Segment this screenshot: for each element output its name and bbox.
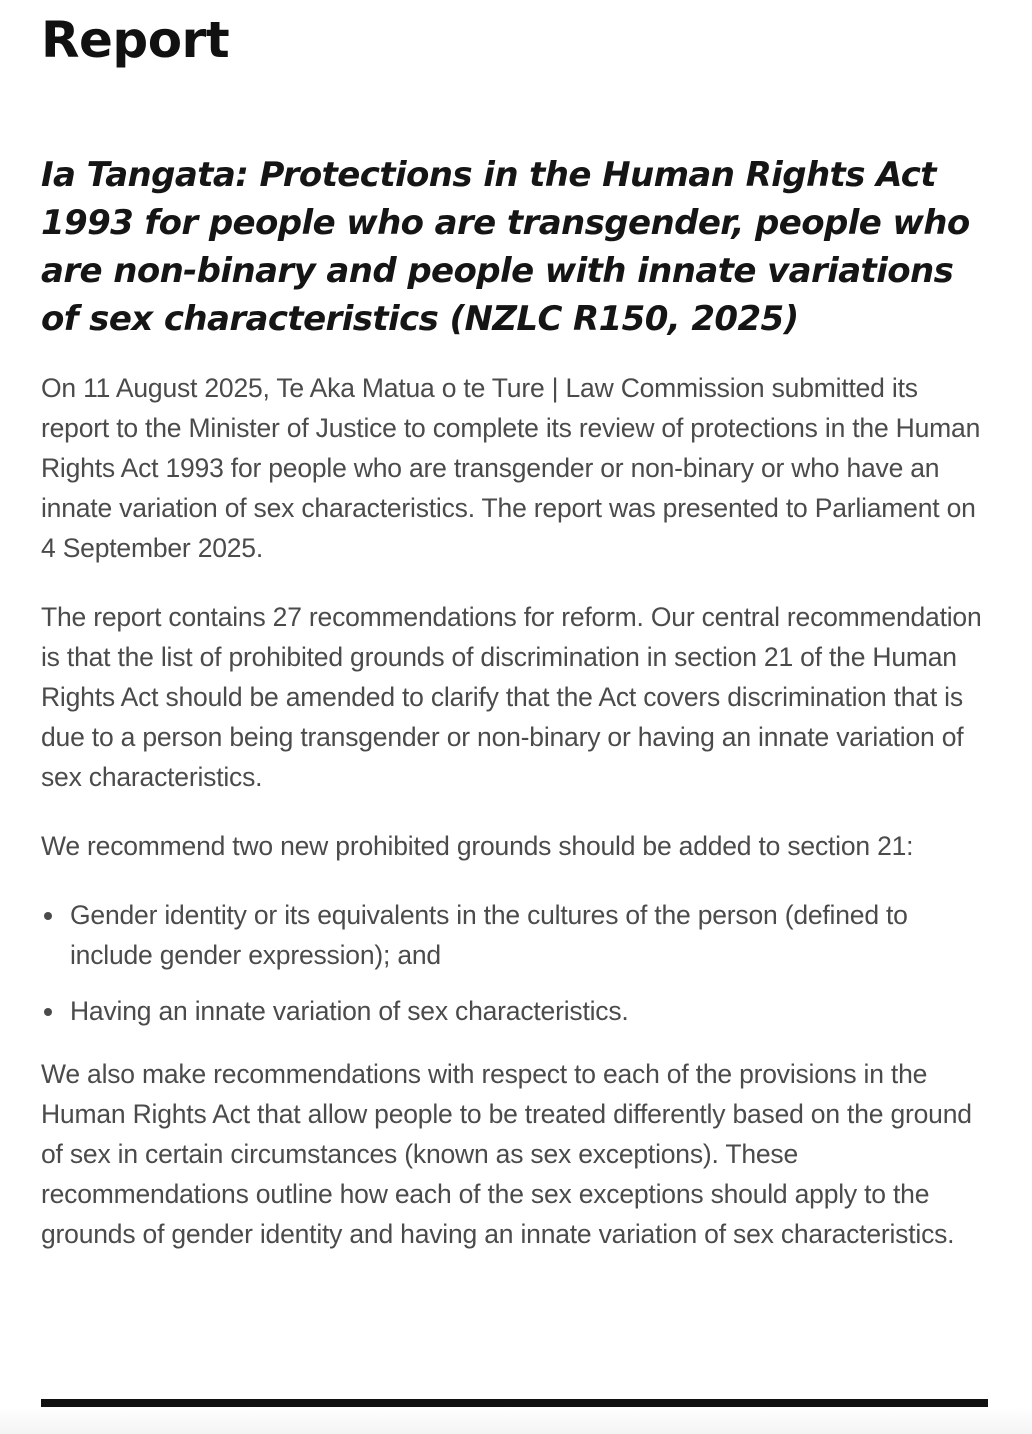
list-item	[41, 895, 989, 975]
page-bottom-shade	[0, 1407, 1032, 1434]
list-item-text: Having an innate variation of sex characteristics.	[70, 996, 629, 1026]
bullet-icon	[44, 1008, 52, 1016]
bullet-icon	[44, 912, 52, 920]
report-page	[41, 0, 989, 1254]
prohibited-grounds-list	[41, 895, 989, 1031]
intro-paragraph: On 11 August 2025, Te Aka Matua o te Ture | Law Commission submitted its report to the Minister of Justice to complete its review of protections in the Human Rights Act 1993 for people who are transgender or non-binary or who have an innate variation of sex characteristics. The report was presented to Parliament on 4 September 2025.	[41, 373, 981, 563]
page-title: Report	[41, 11, 230, 69]
sex-exceptions-paragraph: We also make recommendations with respect to each of the provisions in the Human Rights Act that allow people to be treated differently based on the ground of sex in certain circumstances (known as sex exceptions). These recommendations outline how each of the sex exceptions should apply to the grounds of gender identity and having an innate variation of sex characteristics.	[41, 1059, 972, 1249]
recommendations-paragraph: The report contains 27 recommendations for reform. Our central recommendation is that the list of prohibited grounds of discrimination in section 21 of the Human Rights Act should be amended to clarify that the Act covers discrimination that is due to a person being transgender or non-binary or having an innate variation of sex characteristics.	[41, 602, 982, 792]
section-divider	[41, 1399, 988, 1407]
report-heading: Ia Tangata: Protections in the Human Rights Act 1993 for people who are transgender, people who are non-binary and people with innate variations of sex characteristics (NZLC R150, 2025)	[41, 155, 970, 339]
list-item-text: Gender identity or its equivalents in the cultures of the person (defined to include gender expression); and	[70, 900, 908, 970]
list-item	[41, 991, 989, 1031]
new-grounds-paragraph: We recommend two new prohibited grounds should be added to section 21:	[41, 831, 914, 861]
